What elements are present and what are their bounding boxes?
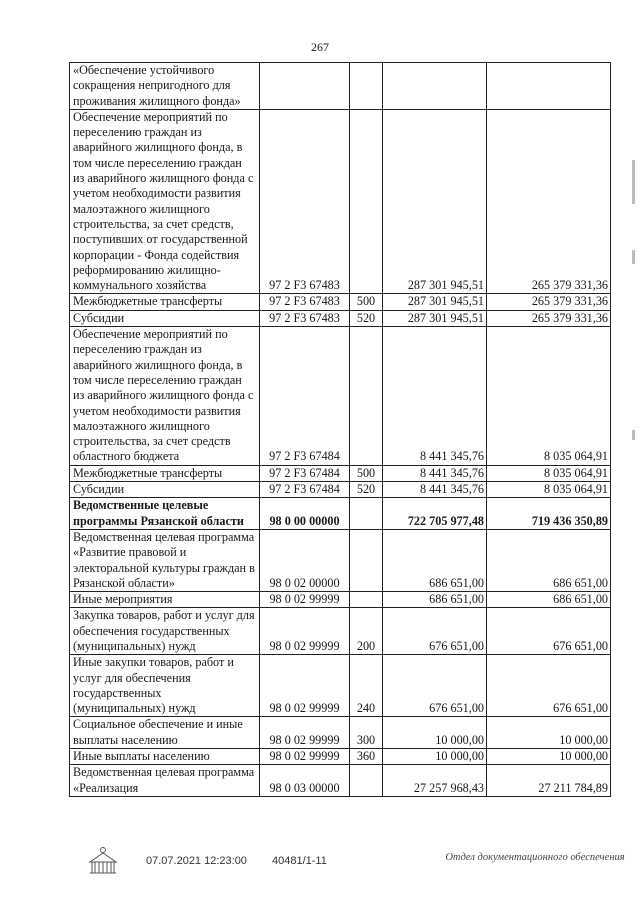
row-expense-type-cell [350,765,383,797]
row-expense-type-cell: 200 [350,608,383,655]
row-code-cell: 98 0 00 00000 [260,498,350,530]
row-expense-type-cell [350,529,383,591]
table-row [70,498,611,530]
row-expense-type-cell [350,63,383,110]
row-expense-type-cell: 360 [350,749,383,765]
row-amount-2021-cell: 10 000,00 [383,749,487,765]
row-name-cell: Иные выплаты населению [70,749,260,765]
page-number: 267 [311,40,329,54]
row-name-cell: Обеспечение мероприятий по переселению граждан из аварийного жилищного фонда, в том числе переселению граждан из аварийного жилищного фонда с учетом необходимости развития малоэтажного жилищного строительства, за счет средств областного бюджета [70,327,260,466]
row-amount-executed-cell: 8 035 064,91 [487,482,611,498]
row-expense-type-cell: 520 [350,310,383,326]
table-row [70,592,611,608]
row-amount-2021-cell: 676 651,00 [383,655,487,717]
row-code-cell: 98 0 02 99999 [260,655,350,717]
table-row [70,765,611,797]
row-code-cell: 97 2 F3 67483 [260,109,350,294]
row-amount-executed-cell: 265 379 331,36 [487,109,611,294]
row-name-cell: Закупка товаров, работ и услуг для обеспечения государственных (муниципальных) нужд [70,608,260,655]
row-amount-executed-cell: 8 035 064,91 [487,465,611,481]
row-expense-type-cell [350,327,383,466]
row-expense-type-cell: 240 [350,655,383,717]
row-name-cell: Иные закупки товаров, работ и услуг для обеспечения государственных (муниципальных) нужд [70,655,260,717]
row-code-cell [260,63,350,110]
row-amount-executed-cell: 10 000,00 [487,717,611,749]
row-amount-2021-cell [383,63,487,110]
row-amount-2021-cell: 8 441 345,76 [383,465,487,481]
table-row [70,294,611,310]
row-amount-2021-cell: 686 651,00 [383,529,487,591]
row-code-cell: 98 0 02 99999 [260,608,350,655]
scan-edge-mark [632,430,635,440]
row-name-cell: Межбюджетные трансферты [70,294,260,310]
scan-edge-mark [632,250,635,264]
row-amount-executed-cell: 686 651,00 [487,529,611,591]
row-amount-executed-cell: 8 035 064,91 [487,327,611,466]
row-name-cell: Ведомственная целевая программа «Развитие правовой и электоральной культуры граждан в Рязанской области» [70,529,260,591]
row-code-cell: 97 2 F3 67484 [260,482,350,498]
table-row [70,465,611,481]
row-expense-type-cell [350,592,383,608]
row-code-cell: 97 2 F3 67484 [260,465,350,481]
row-amount-2021-cell: 722 705 977,48 [383,498,487,530]
row-amount-executed-cell: 676 651,00 [487,655,611,717]
row-amount-2021-cell: 287 301 945,51 [383,294,487,310]
row-name-cell: Обеспечение мероприятий по переселению граждан из аварийного жилищного фонда, в том числе переселению граждан из аварийного жилищного фонда с учетом необходимости развития малоэтажного жилищного строительства, за счет средств, поступивших от государственной корпорации - Фонда содействия реформированию жилищно-коммунального хозяйства [70,109,260,294]
row-amount-executed-cell: 27 211 784,89 [487,765,611,797]
row-name-cell: Ведомственная целевая программа «Реализация [70,765,260,797]
row-expense-type-cell: 500 [350,294,383,310]
row-amount-executed-cell: 10 000,00 [487,749,611,765]
row-code-cell: 98 0 03 00000 [260,765,350,797]
row-name-cell: Социальное обеспечение и иные выплаты населению [70,717,260,749]
row-name-cell: «Обеспечение устойчивого сокращения непригодного для проживания жилищного фонда» [70,63,260,110]
department-stamp: Отдел документационного обеспечения [445,852,625,863]
row-amount-2021-cell: 27 257 968,43 [383,765,487,797]
row-code-cell: 97 2 F3 67484 [260,327,350,466]
row-amount-executed-cell: 265 379 331,36 [487,294,611,310]
row-expense-type-cell: 520 [350,482,383,498]
row-amount-2021-cell: 287 301 945,51 [383,109,487,294]
row-amount-2021-cell: 8 441 345,76 [383,482,487,498]
table-row [70,310,611,326]
table-row [70,749,611,765]
row-code-cell: 97 2 F3 67483 [260,294,350,310]
table-row [70,482,611,498]
budget-table [69,62,611,797]
row-amount-2021-cell: 8 441 345,76 [383,327,487,466]
row-expense-type-cell: 500 [350,465,383,481]
row-code-cell: 98 0 02 00000 [260,529,350,591]
row-amount-2021-cell: 10 000,00 [383,717,487,749]
table-row [70,327,611,466]
row-code-cell: 98 0 02 99999 [260,592,350,608]
row-name-cell: Иные мероприятия [70,592,260,608]
table-row [70,717,611,749]
row-name-cell: Субсидии [70,310,260,326]
row-amount-2021-cell: 287 301 945,51 [383,310,487,326]
row-code-cell: 97 2 F3 67483 [260,310,350,326]
emblem-logo [84,846,122,876]
row-code-cell: 98 0 02 99999 [260,717,350,749]
row-amount-executed-cell: 719 436 350,89 [487,498,611,530]
row-expense-type-cell: 300 [350,717,383,749]
footer-date: 07.07.2021 12:23:00 [146,855,247,867]
row-amount-executed-cell: 676 651,00 [487,608,611,655]
table-row [70,529,611,591]
row-code-cell: 98 0 02 99999 [260,749,350,765]
row-amount-executed-cell [487,63,611,110]
scan-edge-mark [632,160,635,204]
row-name-cell: Субсидии [70,482,260,498]
row-amount-2021-cell: 686 651,00 [383,592,487,608]
row-expense-type-cell [350,498,383,530]
footer-doc-number: 40481/1-11 [272,855,327,867]
row-expense-type-cell [350,109,383,294]
table-row [70,608,611,655]
row-name-cell: Ведомственные целевые программы Рязанской области [70,498,260,530]
row-amount-2021-cell: 676 651,00 [383,608,487,655]
table-row [70,655,611,717]
table-row [70,109,611,294]
row-amount-executed-cell: 265 379 331,36 [487,310,611,326]
row-amount-executed-cell: 686 651,00 [487,592,611,608]
table-row [70,63,611,110]
row-name-cell: Межбюджетные трансферты [70,465,260,481]
